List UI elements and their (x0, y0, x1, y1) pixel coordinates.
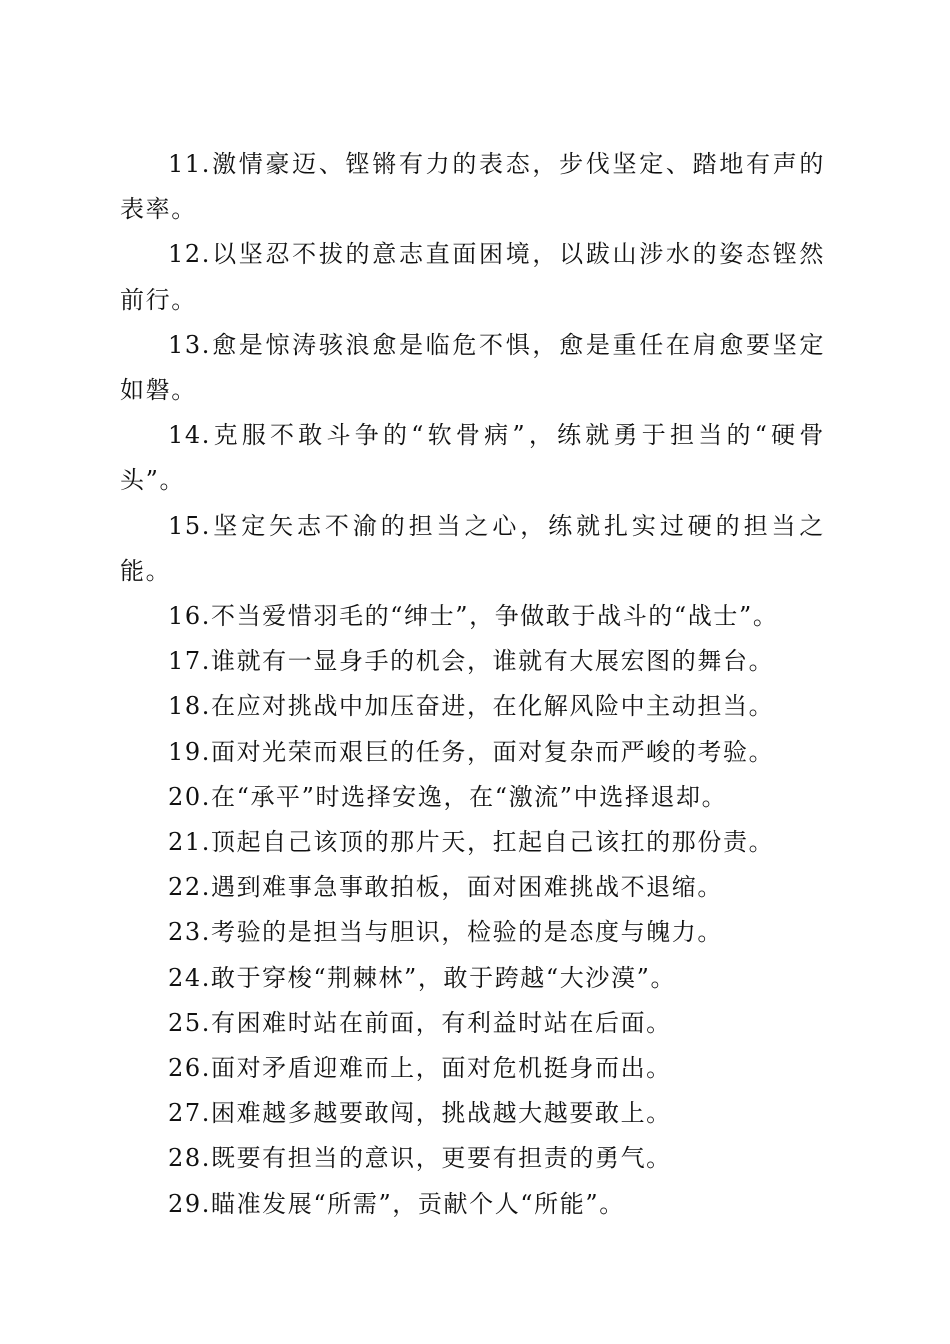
item-text: 克服不敢斗争的“软骨病”，练就勇于担当的“硬骨头”。 (120, 421, 825, 495)
list-item (120, 504, 825, 594)
list-item (120, 1091, 825, 1136)
item-text: 激情豪迈、铿锵有力的表态，步伐坚定、踏地有声的表率。 (120, 150, 825, 224)
item-text: 在“承平”时选择安逸，在“激流”中选择退却。 (210, 782, 728, 811)
list-item (120, 232, 825, 322)
list-item (120, 956, 825, 1001)
list-item (120, 594, 825, 639)
list-item (120, 639, 825, 684)
item-number: 16. (168, 602, 211, 631)
item-text: 不当爱惜羽毛的“绅士”，争做敢于战斗的“战士”。 (210, 602, 779, 631)
item-text: 考验的是担当与胆识，检验的是态度与魄力。 (210, 918, 723, 947)
item-text: 有困难时站在前面，有利益时站在后面。 (210, 1008, 672, 1037)
list-item (120, 775, 825, 820)
item-number: 29. (168, 1189, 211, 1218)
item-number: 22. (168, 873, 211, 902)
list-item (120, 1001, 825, 1046)
item-number: 21. (168, 828, 211, 857)
item-text: 坚定矢志不渝的担当之心，练就扎实过硬的担当之能。 (120, 511, 825, 585)
list-item (120, 1046, 825, 1091)
item-number: 23. (168, 918, 211, 947)
item-number: 11. (168, 150, 211, 178)
item-number: 18. (168, 692, 211, 721)
list-item (120, 142, 825, 232)
list-item (120, 730, 825, 775)
item-number: 13. (168, 330, 211, 359)
item-number: 25. (168, 1008, 211, 1037)
list-item (120, 820, 825, 865)
item-text: 顶起自己该顶的那片天，扛起自己该扛的那份责。 (210, 828, 775, 857)
item-number: 28. (168, 1144, 211, 1173)
item-number: 14. (168, 421, 211, 450)
item-number: 26. (168, 1054, 211, 1083)
item-text: 敢于穿梭“荆棘林”，敢于跨越“大沙漠”。 (210, 963, 677, 992)
item-number: 15. (168, 511, 211, 540)
list-item (120, 684, 825, 729)
item-number: 19. (168, 737, 211, 766)
list-item (120, 323, 825, 413)
item-number: 17. (168, 647, 211, 676)
item-text: 以坚忍不拔的意志直面困境，以跋山涉水的姿态铿然前行。 (120, 240, 825, 314)
item-text: 困难越多越要敢闯，挑战越大越要敢上。 (210, 1099, 672, 1128)
item-number: 12. (168, 240, 211, 269)
list-item (120, 865, 825, 910)
item-text: 愈是惊涛骇浪愈是临危不惧，愈是重任在肩愈要坚定如磐。 (120, 330, 825, 405)
item-number: 24. (168, 963, 211, 992)
item-number: 27. (168, 1099, 211, 1128)
document-body (120, 142, 825, 1227)
item-text: 面对矛盾迎难而上，面对危机挺身而出。 (210, 1054, 672, 1083)
list-item (120, 910, 825, 955)
item-text: 瞄准发展“所需”，贡献个人“所能”。 (210, 1189, 625, 1218)
item-text: 遇到难事急事敢拍板，面对困难挑战不退缩。 (210, 873, 723, 902)
list-item (120, 1182, 825, 1227)
item-text: 在应对挑战中加压奋进，在化解风险中主动担当。 (210, 692, 775, 721)
item-text: 既要有担当的意识，更要有担责的勇气。 (210, 1144, 672, 1173)
item-number: 20. (168, 782, 211, 811)
list-item (120, 413, 825, 503)
item-text: 谁就有一显身手的机会，谁就有大展宏图的舞台。 (210, 647, 775, 676)
list-item (120, 1136, 825, 1181)
item-text: 面对光荣而艰巨的任务，面对复杂而严峻的考验。 (210, 737, 775, 766)
